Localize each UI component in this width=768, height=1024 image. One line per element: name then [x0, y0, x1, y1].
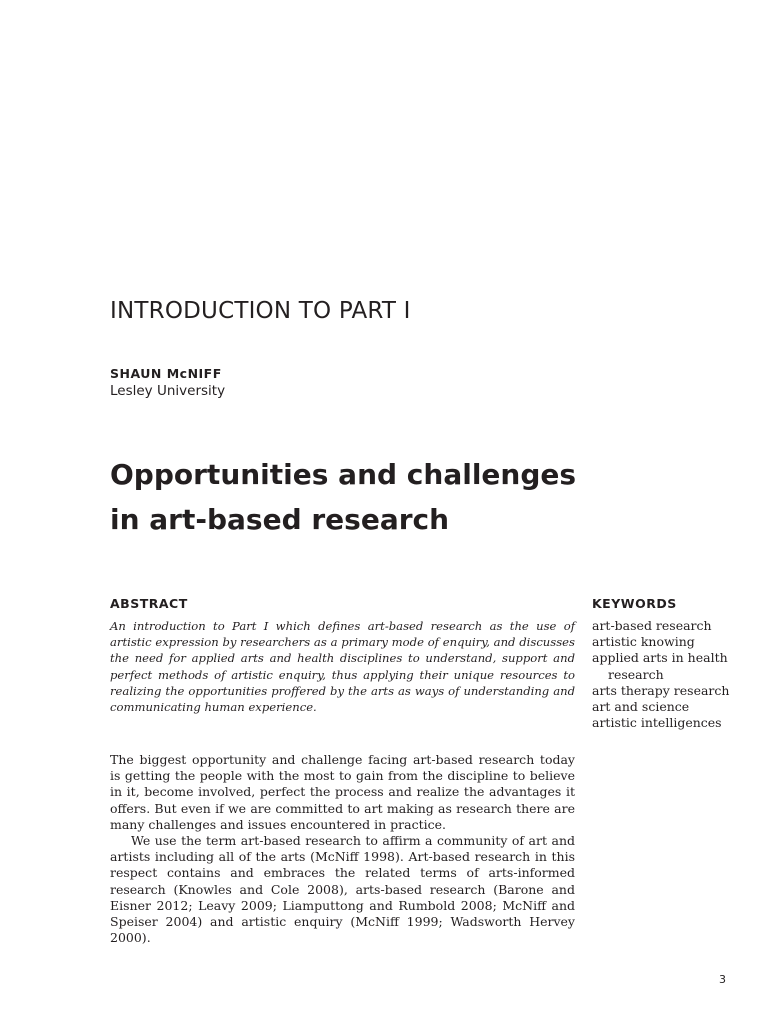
- abstract-heading: ABSTRACT: [110, 596, 188, 611]
- body-paragraph-2: We use the term art-based research to affirm a community of art and artists including all of the arts (McNiff 1998). Art-based research in this respect contains and embraces the related terms of arts-informed research (Knowles and Cole 2008), arts-based research (Barone and Eisner 2012; Leavy 2009; Liamputtong and Rumbold 2008; McNiff and Speiser 2004) and artistic enquiry (McNiff 1999; Wadsworth Hervey 2000).: [110, 833, 575, 946]
- keyword-item: [592, 650, 742, 682]
- keywords-list: [592, 618, 742, 731]
- part-heading: INTRODUCTION TO PART I: [110, 298, 411, 324]
- article-title: [110, 452, 670, 542]
- author-block: [110, 366, 225, 400]
- keyword-item: arts therapy research: [592, 682, 730, 698]
- body-text: [110, 752, 575, 946]
- page-number: 3: [719, 973, 726, 986]
- keyword-text-continuation: research: [608, 666, 664, 682]
- article-title-line-1: Opportunities and challenges: [110, 458, 577, 491]
- author-affiliation: Lesley University: [110, 383, 226, 399]
- keywords-heading: KEYWORDS: [592, 596, 677, 611]
- keyword-item: artistic knowing: [592, 634, 695, 650]
- keyword-text: applied arts in health: [592, 650, 728, 666]
- keyword-item: artistic intelligences: [592, 715, 722, 731]
- author-name: SHAUN McNIFF: [110, 366, 222, 381]
- body-paragraph-1: The biggest opportunity and challenge facing art-based research today is getting the people with the most to gain from the discipline to believe in it, become involved, perfect the process and realize the advantages it offers. But even if we are committed to art making as research there are many challenges and issues encountered in practice.: [110, 752, 575, 832]
- keyword-item: art-based research: [592, 618, 712, 633]
- abstract-text: An introduction to Part I which defines art-based research as the use of artistic expression by researchers as a primary mode of enquiry, and discusses the need for applied arts and health disciplines to understand, support and perfect methods of artistic enquiry, thus applying their unique resources to realizing the opportunities proffered by the arts as ways of understanding and communicating human experience.: [110, 619, 575, 715]
- article-title-line-2: in art-based research: [110, 503, 450, 536]
- keyword-item: art and science: [592, 699, 690, 715]
